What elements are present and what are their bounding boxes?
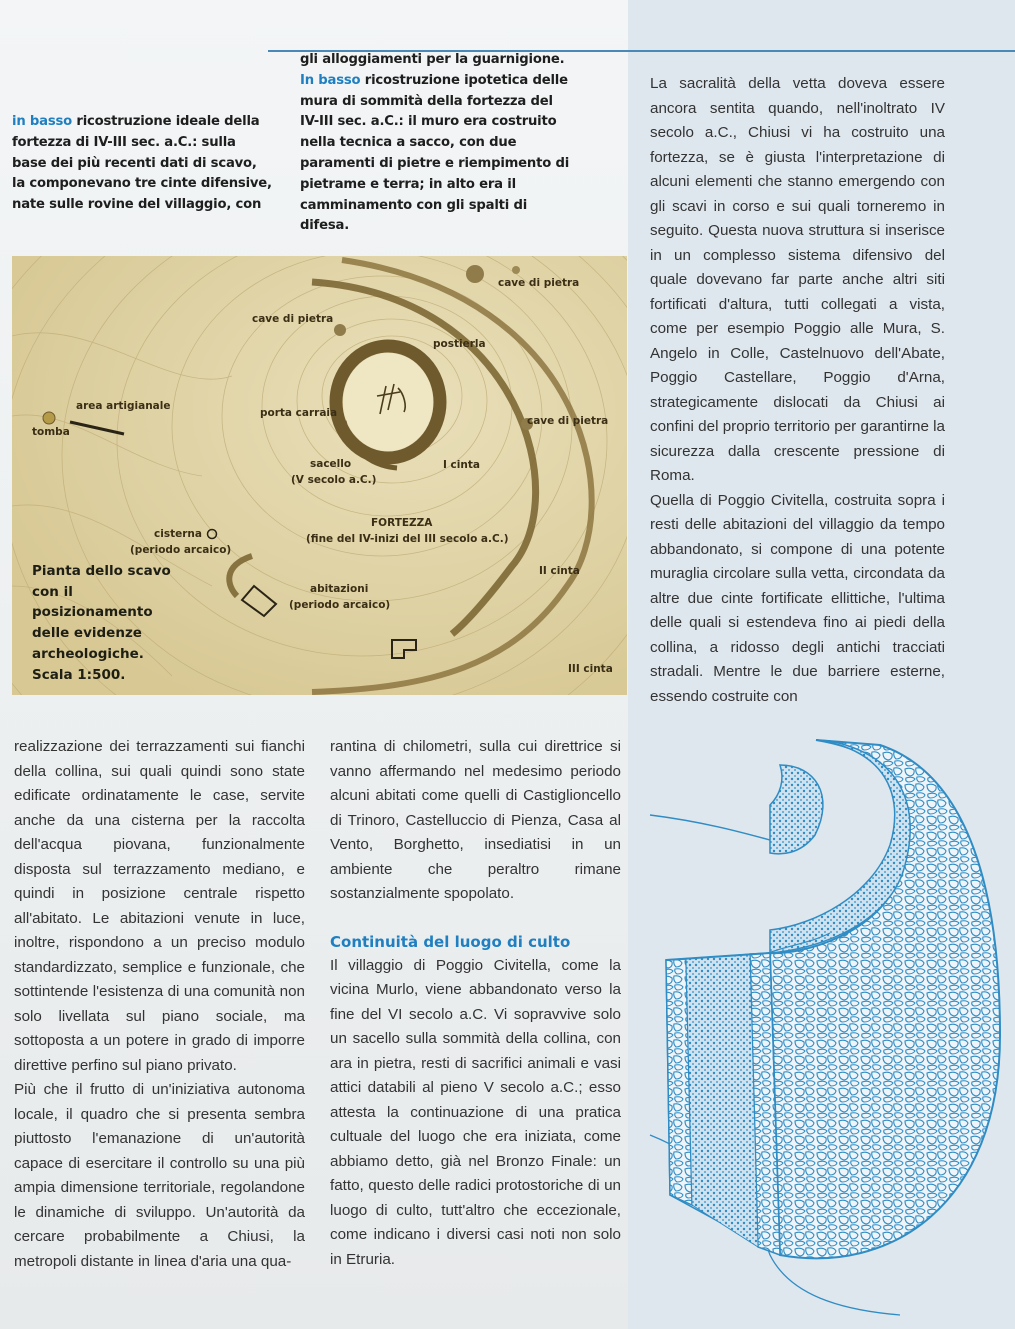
article-paragraph: Quella di Poggio Civitella, costruita sopra i resti delle abitazioni del villaggio da tempo abbandonato, si compone di una potente muraglia circolare sulla vetta, circondata da altre due cinte fortificate ellittiche, l'ultima delle quali si estendeva fino ai piedi della collina, a ridosso degli antichi tracciati stradali. Mentre le due barriere esterne, essendo costruite con — [650, 491, 945, 705]
cave-marker — [466, 265, 484, 283]
label-sacello: sacello — [310, 458, 352, 470]
site-map — [12, 256, 627, 695]
label-fortezza-date: (fine del IV-inizi del III secolo a.C.) — [306, 533, 509, 545]
article-paragraph: La sacralità della vetta doveva essere ancora sentita quando, nell'inoltrato IV secolo a.C., Chiusi vi ha costruito una fortezza, se è giusta l'interpretazione di alcuni elementi che stanno emergendo con gli scavi in corso e sui quali torneremo in seguito. Questa nuova struttura si inserisce in un complesso sistema difensivo del quale dovevano far parte anche altri siti fortificati d'altura, tutti collegati a vista, come per esempio Poggio alle Mura, S. Angelo in Colle, Castelnuovo dell'Abate, Poggio Castellare, Poggio d'Arna, strategicamente dislocati da Chiusi ai confini del proprio territorio per garantirne la sicurezza dalla crescente pressione di Roma. — [650, 75, 945, 484]
label-cave-top: cave di pietra — [252, 313, 334, 325]
section-heading: Continuità del luogo di culto — [330, 932, 571, 951]
caption-middle-highlight: In basso — [300, 72, 361, 88]
map-caption: Pianta dello scavo con il posizionamento delle evidenze archeologiche. Scala 1:500. — [32, 563, 171, 683]
article-paragraph: Il villaggio di Poggio Civitella, come la vicina Murlo, viene abbandonato verso la fine del VI secolo a.C. Vi sopravvive solo un sacello sulla sommità della collina, con ara in pietra, resti di sacrifici animali e vasi attici databili al pieno V secolo a.C.; esso attesta la continuazione di una pratica cultuale del luogo che era iniziata, come abbiamo detto, già nel Bronzo Finale: un fatto, questo delle radici protostoriche di un luogo di culto, tutt'altro che eccezionale, come indicano i diversi casi noti non solo in Etruria. — [330, 956, 621, 1268]
wall-reconstruction-drawing — [640, 735, 1010, 1325]
cave-marker — [334, 324, 346, 336]
label-tomba: tomba — [32, 426, 70, 438]
label-porta-carraia: porta carraia — [260, 407, 338, 419]
article-left-column — [14, 735, 305, 1274]
article-paragraph: Più che il frutto di un'iniziativa autonoma locale, il quadro che si presenta sembra piuttosto l'emanazione di un'autorità capace di esercitare il controllo su una più ampia dimensione territoriale, regolandone le dinamiche di sviluppo. Un'autorità da cercare probabilmente a Chiusi, la metropoli distante in linea d'aria una qua- — [14, 1081, 305, 1270]
caption-left-highlight: in basso — [12, 114, 72, 129]
label-cinta-1: I cinta — [443, 459, 480, 471]
label-sacello-date: (V secolo a.C.) — [291, 474, 377, 486]
label-area-artigianale: area artigianale — [76, 400, 171, 412]
label-cinta-2: II cinta — [539, 565, 580, 577]
label-cisterna-date: (periodo arcaico) — [130, 544, 232, 556]
cave-marker — [512, 266, 520, 274]
article-right-column — [650, 72, 945, 709]
caption-left-text: ricostruzione ideale della fortezza di IV-III sec. a.C.: sulla base dei più recenti dati di scavo, la componevano tre cinte difensive, nate sulle rovine del villaggio, con — [12, 114, 272, 213]
tomb-marker — [43, 412, 55, 424]
caption-middle-text: ricostruzione ipotetica delle mura di sommità della fortezza del IV-III sec. a.C.: il muro era costruito nella tecnica a sacco, con due paramenti di pietre e riempimento di pietrame e terra; in alto era il camminamento con gli spalti di difesa. — [300, 72, 570, 234]
label-cave-right: cave di pietra — [527, 415, 609, 427]
label-abitazioni-date: (periodo arcaico) — [289, 599, 391, 611]
caption-middle — [300, 50, 575, 237]
label-fortezza: FORTEZZA — [371, 517, 433, 529]
article-paragraph: rantina di chilometri, sulla cui direttrice si vanno affermando nel medesimo periodo alcuni abitati come quelli di Castiglioncello di Trinoro, Castelluccio di Pienza, Casa al Vento, Borghetto, insediatisi in un ambiente che peraltro rimane sostanzialmente spopolato. — [330, 738, 621, 902]
article-middle-column — [330, 735, 621, 1272]
label-cisterna: cisterna — [154, 528, 202, 540]
article-paragraph: realizzazione dei terrazzamenti sui fianchi della collina, sui quali quindi sono state edificate ordinatamente le case, servite anche da una cisterna per la raccolta dell'acqua piovana, funzionalmente disposta sul terrazzamento mediano, e quindi in posizione centrale rispetto all'abitato. Le abitazioni venute in luce, inoltre, rispondono a un preciso modulo standardizzato, semplice e funzionale, che sottintende l'esistenza di una comunità non solo livellata sul piano sociale, ma sottoposta a un potere in grado di imporre direttive perfino sul piano privato. — [14, 738, 305, 1074]
label-cinta-3: III cinta — [568, 663, 613, 675]
label-postierla: postierla — [433, 338, 486, 350]
caption-left — [12, 112, 274, 216]
label-cave-top-right: cave di pietra — [498, 277, 580, 289]
label-abitazioni: abitazioni — [310, 583, 369, 595]
caption-middle-line1: gli alloggiamenti per la guarnigione. — [300, 52, 565, 67]
